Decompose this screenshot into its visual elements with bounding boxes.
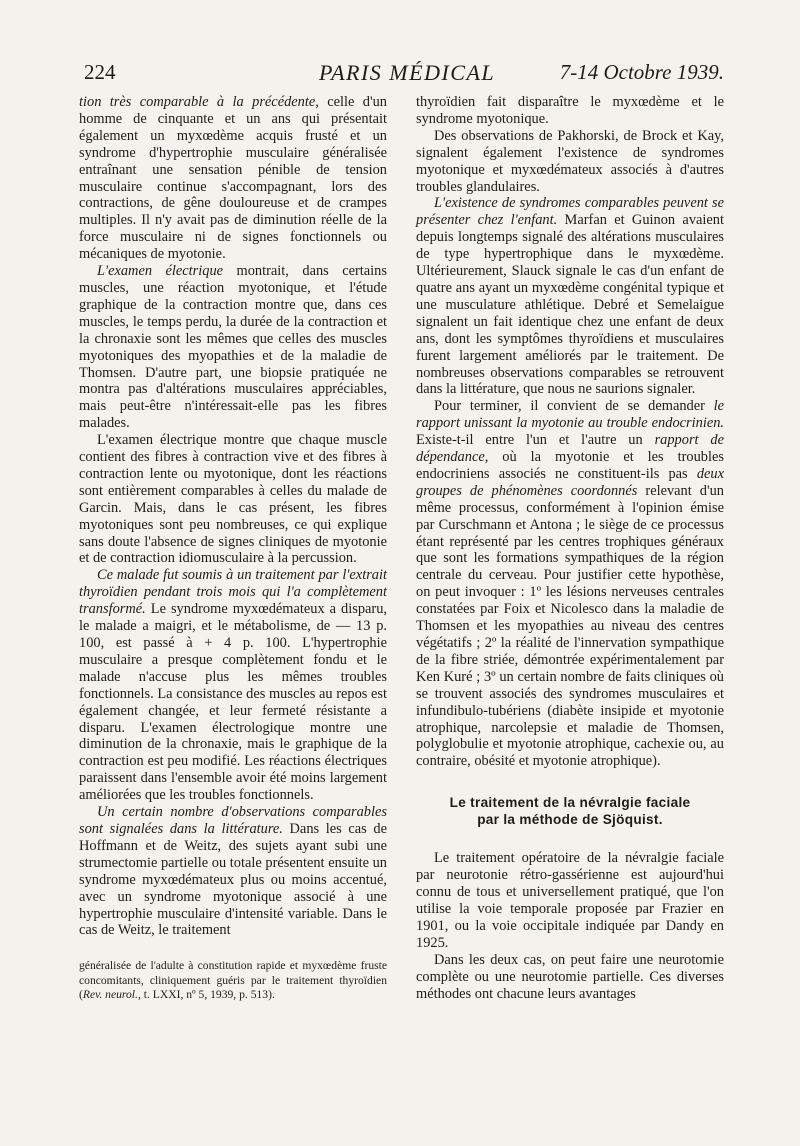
paragraph bbox=[416, 398, 724, 770]
paragraph-text: Le syndrome myxœdémateux a disparu, le malade a maigri, et le métabolisme, de — 13 p. 100, est passé à + 4 p. 100. L'hypertrophie musculaire a presque complètement fondu et le malade n'accuse plus les mêmes troubles fonctionnels. La consistance des muscles au repos est également changée, et leur fermeté résistante a disparu. L'examen électrologique montre une diminution de la chronaxie, mais le graphique de la contraction est peu modifié. Les réactions électriques paraissent dans l'ensemble avoir été moins largement améliorées que les troubles fonctionnels. bbox=[79, 601, 387, 804]
section-heading bbox=[416, 794, 724, 828]
italic-phrase: le rapport unissant la myotonie au trouble endocrinien. bbox=[416, 398, 724, 432]
italic-phrase: L'existence de syndromes comparables peuvent se présenter chez l'enfant. bbox=[416, 195, 724, 229]
italic-phrase: L'examen électrique bbox=[97, 263, 224, 280]
paragraph-text: où la myotonie et les troubles endocriniens associés ne constituent-ils pas bbox=[416, 449, 724, 482]
paragraph bbox=[416, 195, 724, 398]
footnote-text: , t. LXXI, nº 5, 1939, p. 513). bbox=[137, 987, 275, 1001]
heading-line: par la méthode de Sjöquist. bbox=[477, 812, 663, 828]
italic-phrase: Un certain nombre d'observations comparables sont signalées dans la littérature. bbox=[79, 804, 387, 837]
paragraph: thyroïdien fait disparaître le myxœdème et le syndrome myotonique. bbox=[416, 94, 724, 127]
paragraph bbox=[79, 94, 387, 263]
paragraph bbox=[79, 567, 387, 804]
paragraph: L'examen électrique montre que chaque muscle contient des fibres à contraction vive et des fibres à contraction lente ou myotonique, dont les réactions sont entièrement comparables à celles du malade de Garcin. Mais, dans le cas présent, les fibres myotoniques sont peu nombreuses, ce qui explique sans doute l'absence de signes cliniques de myotonie et de contraction idiomusculaire à la percussion. bbox=[79, 432, 387, 567]
paragraph-text: Existe-t-il entre l'un et l'autre un bbox=[416, 432, 655, 449]
footnote-text: généralisée de l'adulte à constitution rapide et myxœdème fruste concomitants, cliniquement guéris par le traitement thyroïdien ( bbox=[79, 959, 387, 1001]
footnote bbox=[79, 959, 387, 1002]
left-column bbox=[79, 94, 387, 1002]
paragraph-text: montrait, dans certains muscles, une réaction myotonique, et l'étude graphique de la contraction montre que, dans ces muscles, le temps perdu, la durée de la contraction et la chronaxie sont les mêmes que celles des muscles myotoniques des myopathies et de la maladie de Thomsen. D'autre part, une biopsie pratiquée ne montra pas d'altérations musculaires appréciables, mais peut-être n'intéressait-elle pas les fibres malades. bbox=[79, 263, 387, 432]
paragraph bbox=[79, 804, 387, 939]
paragraph-text: relevant d'un même processus, conformément à l'opinion émise par Curschmann et Antona ; le siège de ce processus étant représenté par les centres trophiques généraux que sont les formations sympathiques de la région centrale du cerveau. Pour justifier cette hypothèse, on peut invoquer : 1º les lésions nerveuses centrales constatées par Foix et Nicolesco dans la maladie de Thomsen et les myopathies au niveau des centres végétatifs ; 2º la réalité de l'innervation sympathique de la fibre striée, démontrée expérimentalement par Ken Kuré ; 3º un certain nombre de faits cliniques où se trouvent associés des syndromes musculaires et infundibulo-tubériens (diabète insipide et myotonie atrophique, narcolepsie et maladie de Thomsen, polyglobulie et myotonie atrophique, cachexie ou, au contraire, obésité et myotonie atrophique). bbox=[416, 482, 724, 770]
heading-line: Le traitement de la névralgie faciale bbox=[449, 795, 691, 811]
issue-date: 7-14 Octobre 1939. bbox=[559, 60, 724, 84]
right-column bbox=[416, 94, 724, 1002]
italic-phrase: deux groupes de phénomènes coordonnés bbox=[416, 465, 724, 499]
page-header bbox=[84, 60, 724, 90]
paragraph bbox=[79, 263, 387, 432]
paragraph: Dans les deux cas, on peut faire une neurotomie complète ou une neurotomie partielle. Ces diverses méthodes ont chacune leurs avantages bbox=[416, 951, 724, 1002]
paragraph-text: Marfan et Guinon avaient depuis longtemps signalé des altérations musculaires de type hypertrophique dans le myxœdème. Ultérieurement, Slauck signale le cas d'un enfant de quatre ans ayant un myxœdème congénital typique et une musculature athlétique. Debré et Semelaigue signalent un fait identique chez une enfant de deux ans, dont les symptômes thyroïdiens et musculaires furent largement améliorés par le traitement. De nombreuses observations comparables se retrouvent dans la littérature, que nous ne saurions signaler. bbox=[416, 212, 724, 398]
paragraph-text: Pour terminer, il convient de se demander bbox=[434, 398, 714, 415]
paragraph-text: Dans les cas de Hoffmann et de Weitz, des sujets ayant subi une strumectomie partielle ou totale présentent ensuite un syndrome myxœdémateux plus ou moins accentué, avec un syndrome myotonique associé à une hypertrophie musculaire d'intensité variable. Dans le cas de Weitz, le traitement bbox=[79, 820, 387, 939]
journal-title: PARIS MÉDICAL bbox=[319, 60, 496, 85]
italic-phrase: Ce malade fut soumis à un traitement par l'extrait thyroïdien pendant trois mois qui l'a complètement transformé. bbox=[79, 567, 387, 618]
page-number: 224 bbox=[84, 60, 116, 84]
italic-phrase: tion très comparable à la précédente, bbox=[79, 94, 319, 110]
paragraph-text: celle d'un homme de cinquante et un ans qui présentait également un myxœdème acquis frusté et un syndrome d'hypertrophie musculaire généralisée entraînant une sensation pénible de tension musculaire continue s'accompagnant, lors des contractions, de gêne douloureuse et de crampes multiples. Il n'y avait pas de diminution réelle de la force musculaire ni de signes fonctionnels ou mécaniques de myotonie. bbox=[79, 94, 387, 263]
paragraph: Des observations de Pakhorski, de Brock et Kay, signalent également l'existence de syndromes myotonique et myxœdémateux associés à d'autres troubles glandulaires. bbox=[416, 127, 724, 195]
italic-phrase: rapport de dépendance, bbox=[416, 432, 724, 466]
footnote-journal: Rev. neurol. bbox=[82, 987, 138, 1001]
paragraph: Le traitement opératoire de la névralgie faciale par neurotonie rétro-gassérienne est aujourd'hui connu de tous et universellement pratiqué, que l'on utilise la voie temporale proposée par Frazier en 1901, ou la voie occipitale indiquée par Dandy en 1925. bbox=[416, 850, 724, 951]
footnote-paragraph bbox=[79, 959, 387, 1002]
